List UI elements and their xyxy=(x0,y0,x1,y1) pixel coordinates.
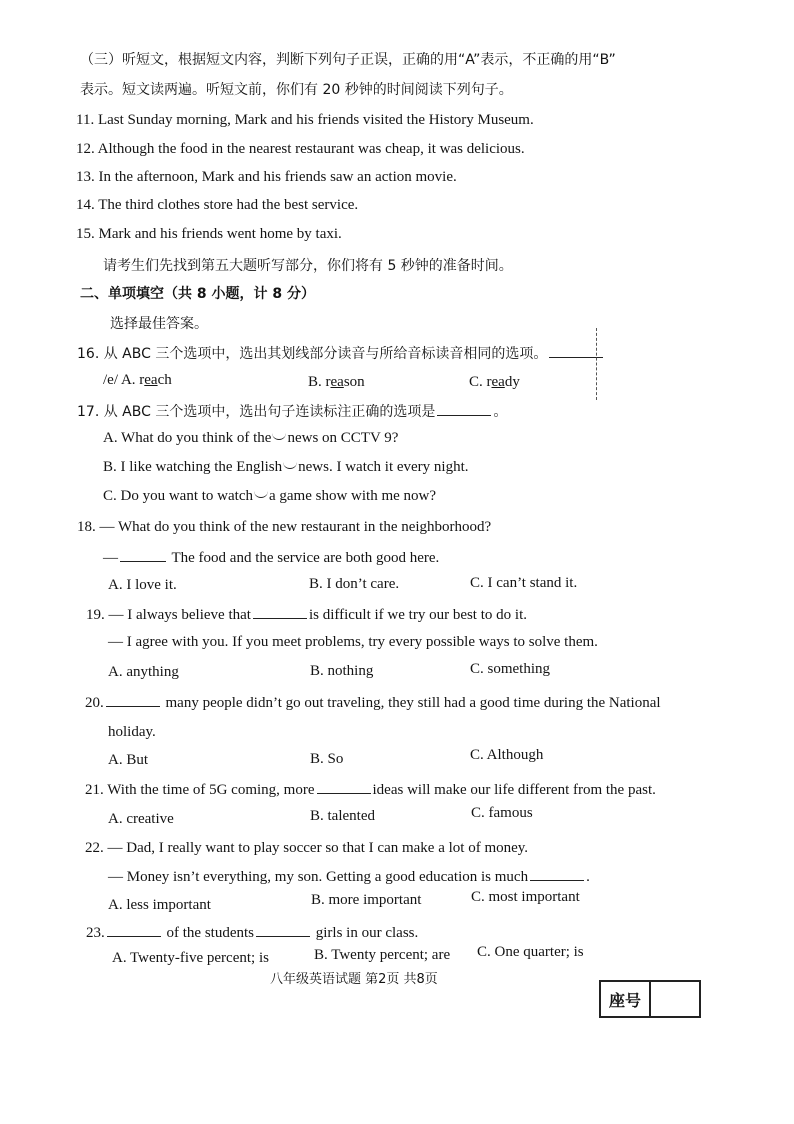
q17-c-part2: a game show with me now? xyxy=(268,488,437,504)
q16-stem xyxy=(77,343,605,364)
q16-c-prefix: C. r xyxy=(469,374,492,390)
seat-number-label: 座号 xyxy=(601,982,651,1016)
q17-option-b xyxy=(103,459,469,476)
q21-stem-part1: 21. With the time of 5G coming, more xyxy=(85,782,315,798)
q17-b-part1: B. I like watching the English xyxy=(103,459,283,475)
q21-option-b: B. talented xyxy=(310,808,375,824)
q20-stem xyxy=(85,692,661,713)
q16-b-underlined: ea xyxy=(330,374,344,390)
q21-answer-blank[interactable] xyxy=(317,779,371,794)
section3-instruction-line2: 表示。短文读两遍。听短文前，你们有 20 秒钟的时间阅读下列句子。 xyxy=(80,82,513,98)
q22-option-a: A. less important xyxy=(108,897,211,913)
q17-stem-text: 17. 从 ABC 三个选项中，选出句子连读标注正确的选项是 xyxy=(77,404,436,420)
q17-option-a xyxy=(103,430,398,447)
q22-reply-text: — Money isn’t everything, my son. Getting a good education is much xyxy=(108,869,529,885)
q22-option-b: B. more important xyxy=(311,892,422,908)
statement-12: 12. Although the food in the nearest restaurant was cheap, it was delicious. xyxy=(76,141,525,157)
q23-stem xyxy=(86,922,418,943)
q17-stem xyxy=(77,401,507,422)
q18-stem: 18. — What do you think of the new restaurant in the neighborhood? xyxy=(77,519,492,535)
q20-option-c: C. Although xyxy=(470,747,544,763)
q22-reply-end: . xyxy=(586,869,590,885)
q16-phonetic: /e/ xyxy=(103,372,118,388)
q19-option-a: A. anything xyxy=(108,664,179,680)
q22-option-c: C. most important xyxy=(471,889,580,905)
q18-answer-blank[interactable] xyxy=(120,547,166,562)
q18-option-b: B. I don’t care. xyxy=(309,576,400,592)
statement-13: 13. In the afternoon, Mark and his friends saw an action movie. xyxy=(76,169,457,185)
q19-option-b: B. nothing xyxy=(310,663,374,679)
q23-stem-part1: of the students xyxy=(166,925,254,941)
prep-note: 请考生们先找到第五大题听写部分，你们将有 5 秒钟的准备时间。 xyxy=(103,258,513,274)
q20-number: 20. xyxy=(85,695,104,711)
q16-a-suffix: ch xyxy=(157,372,172,388)
q16-option-c xyxy=(469,374,520,391)
q17-stem-end: 。 xyxy=(493,404,508,420)
q23-answer-blank-1[interactable] xyxy=(107,922,161,937)
statement-14: 14. The third clothes store had the best service. xyxy=(76,197,359,213)
liaison-mark xyxy=(283,461,297,469)
q17-option-c xyxy=(103,488,436,505)
q21-stem xyxy=(85,779,656,800)
page-footer: 八年级英语试题 第2页 共8页 xyxy=(270,972,438,987)
section2-instruction: 选择最佳答案。 xyxy=(110,316,208,332)
q20-stem-cont: holiday. xyxy=(108,724,156,740)
q20-option-a: A. But xyxy=(108,752,149,768)
q22-stem: 22. — Dad, I really want to play soccer so that I can make a lot of money. xyxy=(85,840,529,856)
q21-option-a: A. creative xyxy=(108,811,174,827)
q17-a-part1: A. What do you think of the xyxy=(103,430,272,446)
q21-option-c: C. famous xyxy=(471,805,533,821)
q19-reply: — I agree with you. If you meet problems, try every possible ways to solve them. xyxy=(108,634,598,650)
q22-reply xyxy=(108,866,590,887)
q19-stem xyxy=(86,604,527,625)
q20-answer-blank[interactable] xyxy=(106,692,160,707)
q16-option-a xyxy=(103,372,172,389)
q16-a-underlined: ea xyxy=(144,372,158,388)
q16-a-prefix: A. r xyxy=(120,372,145,388)
q19-stem-part2: is difficult if we try our best to do it. xyxy=(308,607,527,623)
q23-stem-part2: girls in our class. xyxy=(315,925,419,941)
q23-number: 23. xyxy=(86,925,105,941)
q23-option-c: C. One quarter; is xyxy=(477,944,584,960)
liaison-mark xyxy=(254,490,268,498)
q18-dash: — xyxy=(103,550,118,566)
statement-15: 15. Mark and his friends went home by taxi. xyxy=(76,226,342,242)
q18-reply xyxy=(103,547,439,568)
seat-number-field[interactable] xyxy=(651,982,699,1016)
section3-instruction-line1: （三）听短文，根据短文内容，判断下列句子正误，正确的用“A”表示，不正确的用“B” xyxy=(80,52,616,68)
q18-reply-text: The food and the service are both good here. xyxy=(171,550,440,566)
seat-number-box xyxy=(599,980,701,1018)
margin-dashed-line xyxy=(596,328,597,400)
section2-heading: 二、单项填空（共 8 小题，计 8 分） xyxy=(80,286,315,302)
q17-answer-blank[interactable] xyxy=(437,401,491,416)
q20-stem-text: many people didn’t go out traveling, they still had a good time during the National xyxy=(165,695,661,711)
q23-option-b: B. Twenty percent; are xyxy=(314,947,451,963)
q19-answer-blank[interactable] xyxy=(253,604,307,619)
q16-b-prefix: B. r xyxy=(308,374,331,390)
q22-answer-blank[interactable] xyxy=(530,866,584,881)
q16-c-underlined: ea xyxy=(491,374,505,390)
q18-option-a: A. I love it. xyxy=(108,577,177,593)
q23-answer-blank-2[interactable] xyxy=(256,922,310,937)
q17-b-part2: news. I watch it every night. xyxy=(298,459,469,475)
q23-option-a: A. Twenty-five percent; is xyxy=(112,950,269,966)
q16-option-b xyxy=(308,374,365,391)
q17-a-part2: news on CCTV 9? xyxy=(287,430,399,446)
liaison-mark xyxy=(272,432,286,440)
q16-b-suffix: son xyxy=(343,374,365,390)
q17-c-part1: C. Do you want to watch xyxy=(103,488,253,504)
q18-option-c: C. I can’t stand it. xyxy=(470,575,578,591)
q19-stem-part1: 19. — I always believe that xyxy=(86,607,251,623)
q19-option-c: C. something xyxy=(470,661,551,677)
q16-c-suffix: dy xyxy=(504,374,520,390)
q16-stem-text: 16. 从 ABC 三个选项中，选出其划线部分读音与所给音标读音相同的选项。 xyxy=(77,346,548,362)
statement-11: 11. Last Sunday morning, Mark and his friends visited the History Museum. xyxy=(76,112,534,128)
q20-option-b: B. So xyxy=(310,751,344,767)
q21-stem-part2: ideas will make our life different from the past. xyxy=(372,782,656,798)
